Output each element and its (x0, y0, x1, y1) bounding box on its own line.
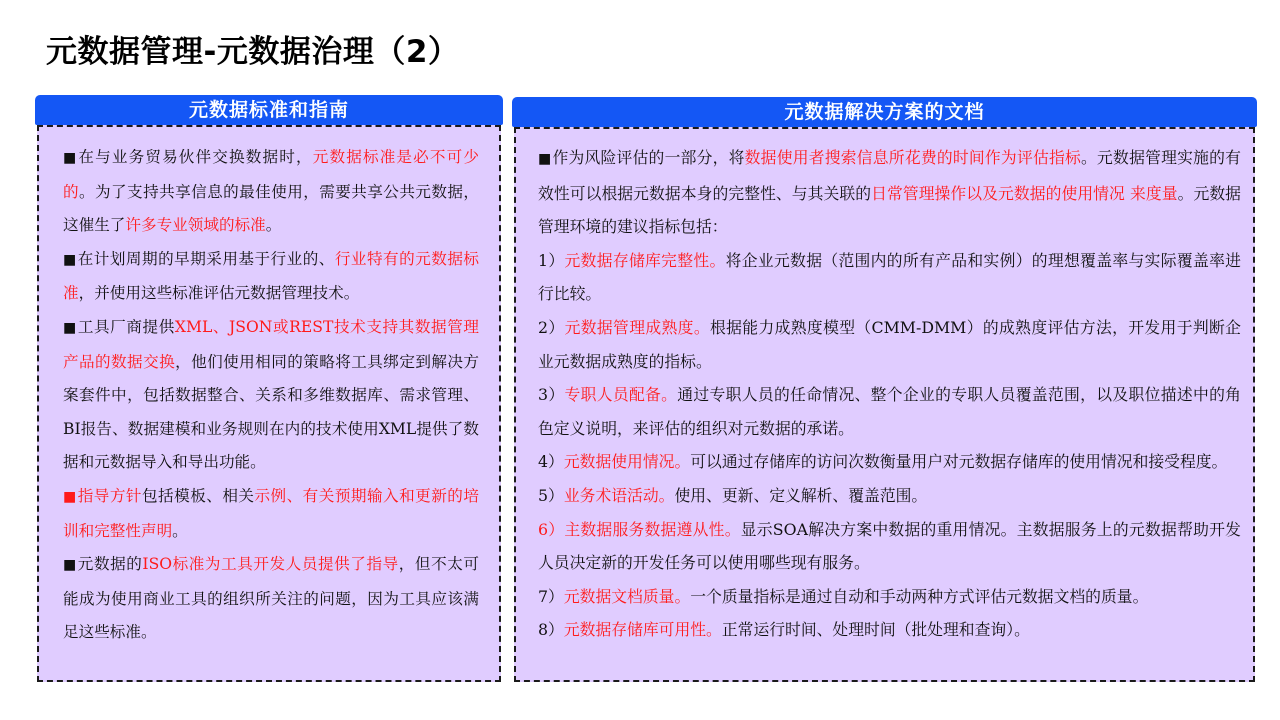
standards-paragraph-4: ■指导方针包括模板、相关示例、有关预期输入和更新的培训和完整性声明。 (63, 486, 479, 540)
standards-panel (35, 95, 503, 682)
bullet-square-icon: ■ (538, 151, 552, 167)
metric-item: 1）元数据存储库完整性。将企业元数据（范围内的所有产品和实例）的理想覆盖率与实际覆盖率进行比较。 (538, 250, 1241, 304)
page-title: 元数据管理-元数据治理（2） (46, 34, 460, 70)
documentation-panel (512, 97, 1257, 682)
metric-item: 6）主数据服务数据遵从性。显示SOA解决方案中数据的重用情况。主数据服务上的元数据帮助开发人员决定新的开发任务可以使用哪些现有服务。 (538, 519, 1241, 573)
bullet-square-icon: ■ (63, 150, 78, 166)
documentation-intro: ■作为风险评估的一部分，将数据使用者搜索信息所花费的时间作为评估指标。元数据管理实施的有效性可以根据元数据本身的完整性、与其关联的日常管理操作以及元数据的使用情况 来度量。元数据管理环境的建议指标包括： (538, 148, 1241, 237)
metric-item: 4）元数据使用情况。可以通过存储库的访问次数衡量用户对元数据存储库的使用情况和接受程度。 (538, 452, 1228, 472)
standards-panel-header: 元数据标准和指南 (35, 95, 503, 125)
bullet-square-icon: ■ (63, 251, 77, 268)
documentation-panel-header: 元数据解决方案的文档 (512, 97, 1257, 127)
standards-paragraph-5: ■元数据的ISO标准为工具开发人员提供了指导，但不太可能成为使用商业工具的组织所关注的问题，因为工具应该满足这些标准。 (63, 555, 479, 642)
metric-item: 2）元数据管理成熟度。根据能力成熟度模型（CMM-DMM）的成熟度评估方法，开发用于判断企业元数据成熟度的指标。 (538, 317, 1241, 371)
standards-paragraph-3: ■工具厂商提供XML、JSON或REST技术支持其数据管理产品的数据交换，他们使用相同的策略将工具绑定到解决方案套件中，包括数据整合、关系和多维数据库、需求管理、BI报告、数据建模和业务规则在内的技术使用XML提供了数据和元数据导入和导出功能。 (63, 317, 479, 472)
bullet-square-icon: ■ (63, 319, 77, 336)
standards-paragraph-2: ■在计划周期的早期采用基于行业的、行业特有的元数据标准，并使用这些标准评估元数据管理技术。 (63, 249, 479, 303)
metric-item: 3）专职人员配备。通过专职人员的任命情况、整个企业的专职人员覆盖范围，以及职位描述中的角色定义说明，来评估的组织对元数据的承诺。 (538, 385, 1241, 438)
standards-text (63, 141, 479, 650)
metric-item: 8）元数据存储库可用性。正常运行时间、处理时间（批处理和查询）。 (538, 620, 1030, 640)
bullet-square-red-icon: ■ (63, 488, 77, 505)
metric-item: 5）业务术语活动。使用、更新、定义解析、覆盖范围。 (538, 485, 928, 505)
metric-item: 7）元数据文档质量。一个质量指标是通过自动和手动两种方式评估元数据文档的质量。 (538, 586, 1149, 606)
documentation-text (538, 141, 1241, 647)
standards-paragraph-1: ■在与业务贸易伙伴交换数据时，元数据标准是必不可少的。为了支持共享信息的最佳使用，需要共享公共元数据，这催生了许多专业领域的标准。 (63, 148, 479, 235)
bullet-square-icon: ■ (63, 557, 77, 574)
documentation-panel-body (514, 127, 1255, 682)
standards-panel-body (37, 125, 501, 682)
